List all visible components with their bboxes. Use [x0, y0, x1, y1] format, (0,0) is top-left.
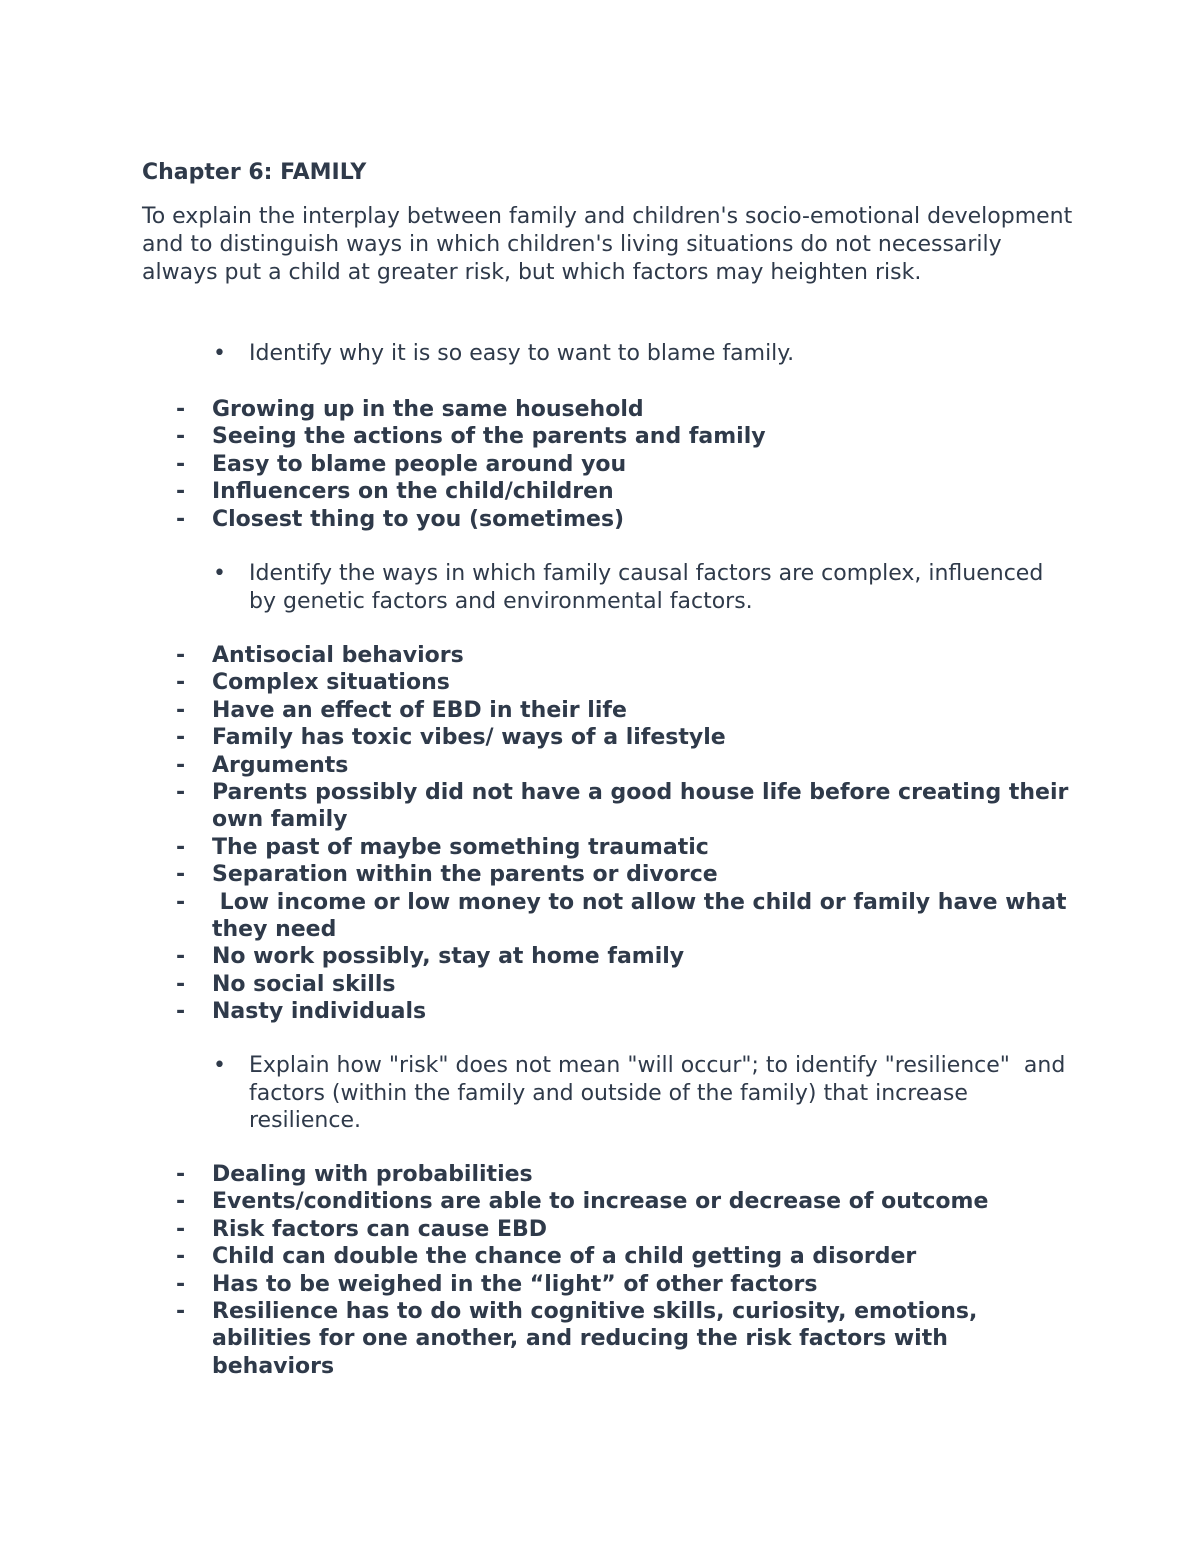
list-item: - Dealing with probabilities — [176, 1162, 533, 1187]
dash-icon: - — [176, 862, 186, 888]
dash-list-3 — [176, 1161, 1076, 1380]
objective-2 — [213, 560, 1073, 615]
dash-icon: - — [176, 725, 186, 751]
list-item: - Arguments — [176, 752, 349, 778]
bullet-icon: • — [213, 341, 226, 366]
list-item: - Easy to blame people around you — [176, 451, 627, 477]
list-item: - Family has toxic vibes/ ways of a lifestyle — [176, 725, 726, 751]
intro-paragraph: To explain the interplay between family and children's socio-emotional development and to distinguish ways in which children's living situations do not necessarily always put a child at greater risk, but which factors may heighten risk. — [142, 204, 1073, 285]
list-item: - Closest thing to you (sometimes) — [176, 506, 625, 532]
list-item: - Parents possibly did not have a good house life before creating their own family — [176, 780, 1069, 833]
list-item: - Influencers on the child/children — [176, 479, 614, 505]
list-item: - Growing up in the same household — [176, 397, 644, 422]
list-item: - Events/conditions are able to increase or decrease of outcome — [176, 1189, 989, 1215]
dash-icon: - — [176, 944, 186, 970]
chapter-title: Chapter 6: FAMILY — [142, 160, 367, 185]
list-item: - No social skills — [176, 971, 396, 997]
dash-icon: - — [176, 479, 186, 505]
list-item: - Has to be weighed in the “light” of other factors — [176, 1271, 818, 1297]
dash-icon: - — [176, 1299, 186, 1325]
list-item: - Separation within the parents or divorce — [176, 862, 718, 888]
dash-icon: - — [176, 1189, 186, 1215]
dash-icon: - — [176, 670, 186, 696]
dash-icon: - — [176, 697, 186, 723]
list-item: - No work possibly, stay at home family — [176, 944, 685, 970]
list-item: - Antisocial behaviors — [176, 643, 464, 668]
dash-icon: - — [176, 780, 186, 806]
dash-list-1 — [176, 396, 1076, 533]
list-item: - Seeing the actions of the parents and family — [176, 424, 766, 450]
list-item: - Resilience has to do with cognitive skills, curiosity, emotions, abilities for one another, and reducing the risk factors with behaviors — [176, 1299, 978, 1379]
dash-icon: - — [176, 834, 186, 860]
dash-icon: - — [176, 643, 186, 668]
dash-icon: - — [176, 506, 186, 532]
list-item: - Complex situations — [176, 670, 450, 696]
objective-text: Explain how "risk" does not mean "will occur"; to identify "resilience" and factors (within the family and outside of the family) that increase resilience. — [249, 1053, 1073, 1133]
list-item: - Child can double the chance of a child getting a disorder — [176, 1244, 917, 1270]
objective-text: Identify why it is so easy to want to blame family. — [249, 341, 795, 366]
bullet-icon: • — [213, 561, 226, 586]
dash-icon: - — [176, 397, 186, 422]
dash-icon: - — [176, 1162, 186, 1187]
objective-3 — [213, 1052, 1073, 1135]
list-item: - Nasty individuals — [176, 999, 427, 1025]
list-item: - The past of maybe something traumatic — [176, 834, 709, 860]
dash-icon: - — [176, 1216, 186, 1242]
list-item: - Low income or low money to not allow the child or family have what they need — [176, 889, 1075, 943]
bullet-icon: • — [213, 1053, 226, 1078]
objective-1 — [213, 340, 1073, 368]
objective-text: Identify the ways in which family causal factors are complex, influenced by genetic factors and environmental factors. — [249, 561, 1044, 614]
list-item: - Risk factors can cause EBD — [176, 1216, 548, 1242]
dash-icon: - — [176, 889, 186, 915]
dash-icon: - — [176, 451, 186, 477]
dash-icon: - — [176, 424, 186, 450]
dash-icon: - — [176, 999, 186, 1025]
dash-icon: - — [176, 1271, 186, 1297]
dash-icon: - — [176, 971, 186, 997]
dash-icon: - — [176, 752, 186, 778]
list-item: - Have an effect of EBD in their life — [176, 697, 627, 723]
dash-icon: - — [176, 1244, 186, 1270]
dash-list-2 — [176, 642, 1076, 1026]
